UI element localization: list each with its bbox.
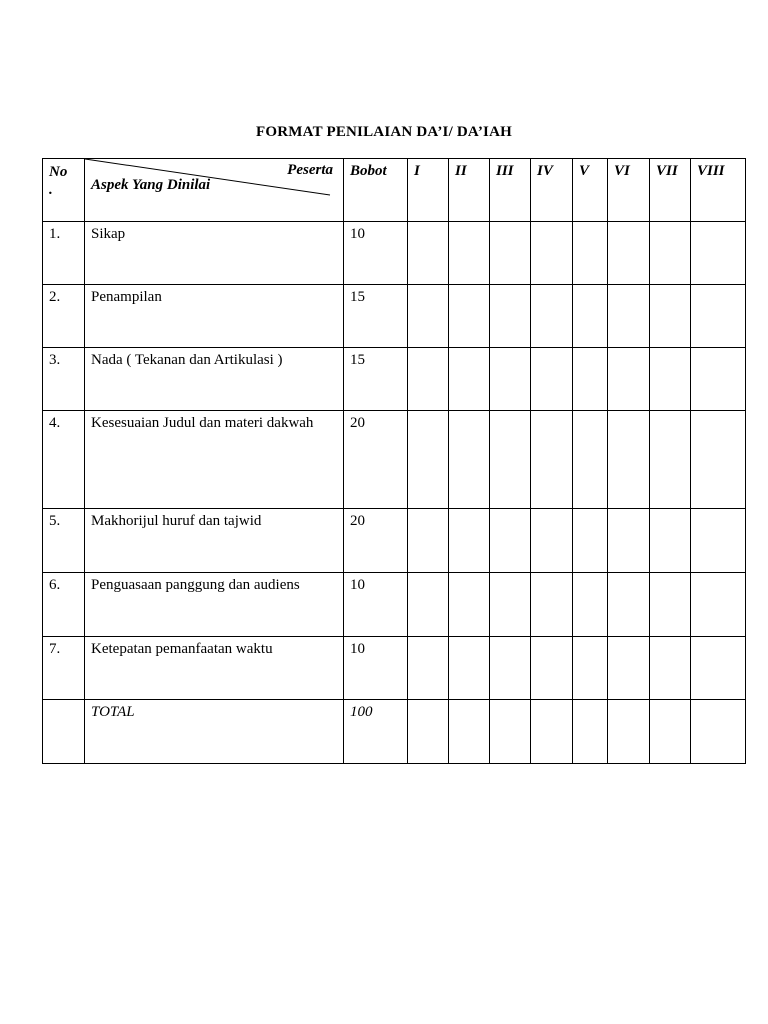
score-cell[interactable] — [490, 573, 531, 637]
score-cell[interactable] — [449, 509, 490, 573]
score-cell[interactable] — [608, 411, 650, 509]
score-cell[interactable] — [408, 411, 449, 509]
score-cell[interactable] — [691, 509, 746, 573]
aspek-cell: Kesesuaian Judul dan materi dakwah — [85, 411, 344, 509]
score-cell[interactable] — [650, 573, 691, 637]
score-cell[interactable] — [531, 348, 573, 411]
aspek-cell: Nada ( Tekanan dan Artikulasi ) — [85, 348, 344, 411]
row-number: 6. — [43, 573, 85, 637]
score-cell[interactable] — [573, 222, 608, 285]
score-cell[interactable] — [573, 285, 608, 348]
table-row — [43, 573, 746, 637]
score-cell[interactable] — [490, 637, 531, 700]
score-cell[interactable] — [573, 348, 608, 411]
total-bobot: 100 — [344, 700, 408, 764]
score-cell[interactable] — [650, 348, 691, 411]
score-cell[interactable] — [531, 573, 573, 637]
table-row — [43, 285, 746, 348]
table-row — [43, 411, 746, 509]
table-row — [43, 348, 746, 411]
score-cell[interactable] — [490, 411, 531, 509]
total-label: TOTAL — [85, 700, 344, 764]
score-cell[interactable] — [531, 285, 573, 348]
score-cell[interactable] — [449, 411, 490, 509]
table-row — [43, 509, 746, 573]
score-cell[interactable] — [650, 285, 691, 348]
participant-header-3: III — [490, 159, 531, 222]
score-cell[interactable] — [531, 222, 573, 285]
score-cell[interactable] — [608, 637, 650, 700]
row-number: 5. — [43, 509, 85, 573]
assessment-table — [42, 158, 746, 764]
score-cell[interactable] — [408, 348, 449, 411]
bobot-cell: 10 — [344, 637, 408, 700]
score-cell[interactable] — [608, 509, 650, 573]
participant-header-5: V — [573, 159, 608, 222]
document-title: FORMAT PENILAIAN DA’I/ DA’IAH — [256, 124, 512, 140]
aspek-peserta-header — [85, 159, 344, 222]
score-cell[interactable] — [573, 411, 608, 509]
score-cell[interactable] — [490, 285, 531, 348]
score-cell[interactable] — [449, 285, 490, 348]
aspek-cell: Penguasaan panggung dan audiens — [85, 573, 344, 637]
score-cell[interactable] — [490, 222, 531, 285]
score-cell[interactable] — [531, 637, 573, 700]
score-cell[interactable] — [531, 700, 573, 764]
score-cell[interactable] — [691, 700, 746, 764]
score-cell[interactable] — [408, 222, 449, 285]
score-cell[interactable] — [650, 411, 691, 509]
aspek-cell: Makhorijul huruf dan tajwid — [85, 509, 344, 573]
score-cell[interactable] — [691, 637, 746, 700]
score-cell[interactable] — [408, 285, 449, 348]
score-cell[interactable] — [531, 411, 573, 509]
aspek-cell: Penampilan — [85, 285, 344, 348]
score-cell[interactable] — [650, 700, 691, 764]
row-number: 1. — [43, 222, 85, 285]
score-cell[interactable] — [608, 348, 650, 411]
participant-header-8: VIII — [691, 159, 746, 222]
header-row — [43, 159, 746, 222]
participant-header-2: II — [449, 159, 490, 222]
bobot-cell: 15 — [344, 348, 408, 411]
score-cell[interactable] — [650, 637, 691, 700]
score-cell[interactable] — [573, 637, 608, 700]
table-row — [43, 222, 746, 285]
score-cell[interactable] — [573, 573, 608, 637]
score-cell[interactable] — [691, 222, 746, 285]
score-cell[interactable] — [408, 637, 449, 700]
score-cell[interactable] — [691, 411, 746, 509]
row-number: 3. — [43, 348, 85, 411]
score-cell[interactable] — [449, 573, 490, 637]
score-cell[interactable] — [650, 222, 691, 285]
score-cell[interactable] — [449, 637, 490, 700]
aspek-cell: Sikap — [85, 222, 344, 285]
score-cell[interactable] — [531, 509, 573, 573]
bobot-cell: 20 — [344, 509, 408, 573]
score-cell[interactable] — [408, 700, 449, 764]
aspek-cell: Ketepatan pemanfaatan waktu — [85, 637, 344, 700]
score-cell[interactable] — [608, 700, 650, 764]
no-header-dot: . — [49, 182, 53, 198]
score-cell[interactable] — [408, 573, 449, 637]
score-cell[interactable] — [490, 700, 531, 764]
row-number: 2. — [43, 285, 85, 348]
bobot-cell: 15 — [344, 285, 408, 348]
score-cell[interactable] — [691, 348, 746, 411]
bobot-cell: 10 — [344, 222, 408, 285]
bobot-cell: 20 — [344, 411, 408, 509]
peserta-header-label: Peserta — [287, 162, 333, 178]
table-row — [43, 637, 746, 700]
score-cell[interactable] — [573, 700, 608, 764]
score-cell[interactable] — [573, 509, 608, 573]
score-cell[interactable] — [691, 285, 746, 348]
score-cell[interactable] — [449, 222, 490, 285]
score-cell[interactable] — [408, 509, 449, 573]
score-cell[interactable] — [608, 285, 650, 348]
score-cell[interactable] — [608, 222, 650, 285]
score-cell[interactable] — [449, 700, 490, 764]
bobot-cell: 10 — [344, 573, 408, 637]
score-cell[interactable] — [650, 509, 691, 573]
participant-header-1: I — [408, 159, 449, 222]
row-number: 7. — [43, 637, 85, 700]
total-number-cell — [43, 700, 85, 764]
score-cell[interactable] — [691, 573, 746, 637]
no-header-label: No — [49, 164, 68, 180]
total-row — [43, 700, 746, 764]
score-cell[interactable] — [449, 348, 490, 411]
participant-header-6: VI — [608, 159, 650, 222]
score-cell[interactable] — [490, 348, 531, 411]
row-number: 4. — [43, 411, 85, 509]
no-header — [43, 159, 85, 222]
participant-header-4: IV — [531, 159, 573, 222]
participant-header-7: VII — [650, 159, 691, 222]
aspek-header-label: Aspek Yang Dinilai — [91, 177, 211, 193]
score-cell[interactable] — [490, 509, 531, 573]
bobot-header: Bobot — [344, 159, 408, 222]
score-cell[interactable] — [608, 573, 650, 637]
